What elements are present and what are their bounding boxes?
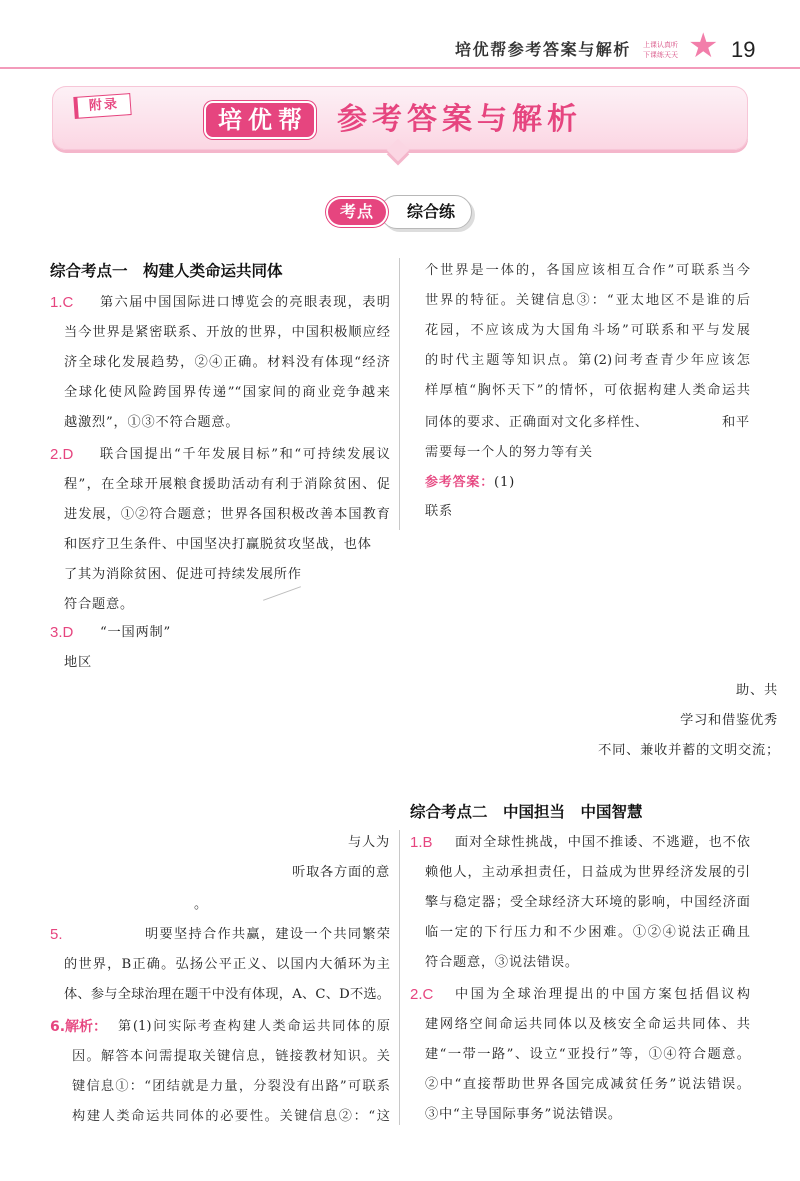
answer-5 xyxy=(50,920,390,1010)
text-line: 因。解答本问需提取关键信息，链接教材知识。关 xyxy=(72,1049,390,1064)
appendix-tag: 附录 xyxy=(73,93,131,119)
analysis-continued xyxy=(425,256,750,406)
text-line: 赖他人，主动承担责任，日益成为世界经济发展的引 xyxy=(425,865,750,880)
text-line: 个世界是一体的，各国应该相互合作”可联系当今 xyxy=(425,263,750,278)
answer-6 xyxy=(50,1012,390,1132)
text-line: 全球化使风险跨国界传递”“国家间的商业竞争越来 xyxy=(64,385,390,400)
text-line: 中国为全球治理提出的中国方案包括倡议构 xyxy=(455,987,750,1002)
logo-slogan-line-1: 上课认真听 xyxy=(643,41,678,49)
answer-3 xyxy=(50,618,390,678)
section-tag-badge: 考点 xyxy=(326,197,388,227)
banner-title: 参考答案与解析 xyxy=(337,102,582,137)
text-fragment: 与人为 xyxy=(348,835,390,850)
answer-label: 1.C xyxy=(50,294,74,311)
text-line: 需要每一个人的努力等有关 xyxy=(425,445,593,460)
text-line: 越激烈”，①③不符合题意。 xyxy=(64,415,240,430)
text-fragment: 听取各方面的意 xyxy=(292,865,390,880)
answer-text xyxy=(50,440,390,620)
text-line: 联合国提出“千年发展目标”和“可持续发展议 xyxy=(100,447,390,462)
text-line: 第六届中国国际进口博览会的亮眼表现，表明 xyxy=(100,295,390,310)
text-line: 了其为消除贫困、促进可持续发展所作 xyxy=(64,567,302,582)
section-tag-label: 综合练 xyxy=(380,195,472,229)
header-rule xyxy=(0,67,800,69)
text-line: ②中“直接帮助世界各国完成减贫任务”说法错误。 xyxy=(425,1077,750,1092)
answer-text xyxy=(50,920,390,1010)
page-number: 19 xyxy=(731,37,756,62)
answer-label: 1.B xyxy=(410,834,433,851)
brand-badge: 培优帮 xyxy=(204,101,316,139)
text-line: 擎与稳定器；受全球经济大环境的影响，中国经济面 xyxy=(425,895,750,910)
text-line: 符合题意。 xyxy=(64,597,134,612)
text-line: 键信息①：“团结就是力量，分裂没有出路”可联系 xyxy=(72,1079,390,1094)
running-header-title: 培优帮参考答案与解析 xyxy=(455,40,632,59)
answer-1 xyxy=(50,288,390,438)
star-mascot-icon xyxy=(688,26,718,66)
analysis-label: 6.解析： xyxy=(50,1019,108,1035)
answer-text xyxy=(50,288,390,438)
answer-label: 2.D xyxy=(50,446,74,463)
text-line: 的时代主题等知识点。第(2)问考查青少年应该怎 xyxy=(425,353,750,368)
text-line: 建“一带一路”、设立“亚投行”等，①④符合题意。 xyxy=(425,1047,750,1062)
text-line: 世界的特征。关键信息③：“亚太地区不是谁的后 xyxy=(425,293,750,308)
text-line: 花园，不应该成为大国角斗场”可联系和平与发展 xyxy=(425,323,750,338)
logo-slogan-line-2: 下课练天天 xyxy=(643,51,678,59)
text-fragment: 联系 xyxy=(425,504,453,519)
text-line: 构建人类命运共同体的必要性。关键信息②：“这 xyxy=(72,1109,390,1124)
analysis-text xyxy=(425,256,750,406)
column-divider xyxy=(399,830,400,1125)
text-line: 面对全球性挑战，中国不推诿、不逃避，也不依 xyxy=(455,835,750,850)
answer-text xyxy=(50,618,390,678)
text-line: 当今世界是紧密联系、开放的世界，中国积极顺应经 xyxy=(64,325,390,340)
answer-text xyxy=(410,980,750,1130)
column-divider xyxy=(399,258,400,530)
text-fragment: 不同、兼收并蓄的文明交流； xyxy=(598,743,780,758)
text-line: 和医疗卫生条件、中国坚决打赢脱贫攻坚战，也体 xyxy=(64,537,372,552)
text-line: 程”，在全球开展粮食援助活动有利于消除贫困、促 xyxy=(64,477,390,492)
answer-2 xyxy=(410,980,750,1130)
text-line: 地区 xyxy=(64,655,92,670)
text-line: 同体的要求、正确面对文化多样性、 xyxy=(425,415,649,430)
topic-1-heading: 综合考点一 构建人类命运共同体 xyxy=(50,262,283,280)
reference-answer-label: 参考答案： xyxy=(425,475,495,490)
text-line: 建网络空间命运共同体以及核安全命运共同体、共 xyxy=(425,1017,750,1032)
answer-text xyxy=(410,828,750,978)
text-line: 临一定的下行压力和不少困难。①②④说法正确且 xyxy=(425,925,750,940)
answer-label: 2.C xyxy=(410,986,434,1003)
text-line: 进发展，①②符合题意；世界各国积极改善本国教育 xyxy=(64,507,390,522)
text-fragment: 助、共 xyxy=(736,683,778,698)
reference-answer-text: (1) xyxy=(494,475,516,490)
answer-label: 5. xyxy=(50,926,63,943)
topic-2-heading: 综合考点二 中国担当 中国智慧 xyxy=(410,803,643,821)
text-fragment: 。 xyxy=(194,897,208,912)
text-line: 样厚植“胸怀天下”的情怀，可依据构建人类命运共 xyxy=(425,383,750,398)
text-fragment: 学习和借鉴优秀 xyxy=(680,713,778,728)
answer-label: 3.D xyxy=(50,624,74,641)
answer-1 xyxy=(410,828,750,978)
reference-answer xyxy=(425,468,515,498)
text-line: 符合题意，③说法错误。 xyxy=(425,955,579,970)
text-line: 第(1)问实际考查构建人类命运共同体的原 xyxy=(118,1019,390,1034)
text-fragment: 和平 xyxy=(722,415,750,430)
text-line: 明要坚持合作共赢，建设一个共同繁荣 xyxy=(145,927,390,942)
text-line: 的世界，B正确。弘扬公平正义、以国内大循环为主 xyxy=(64,957,390,972)
answer-2 xyxy=(50,440,390,620)
text-line: ③中“主导国际事务”说法错误。 xyxy=(425,1107,622,1122)
text-line: 体、参与全球治理在题干中没有体现，A、C、D不选。 xyxy=(64,987,390,1002)
text-line: “一国两制” xyxy=(100,625,172,640)
text-line: 济全球化发展趋势，②④正确。材料没有体现“经济 xyxy=(64,355,390,370)
